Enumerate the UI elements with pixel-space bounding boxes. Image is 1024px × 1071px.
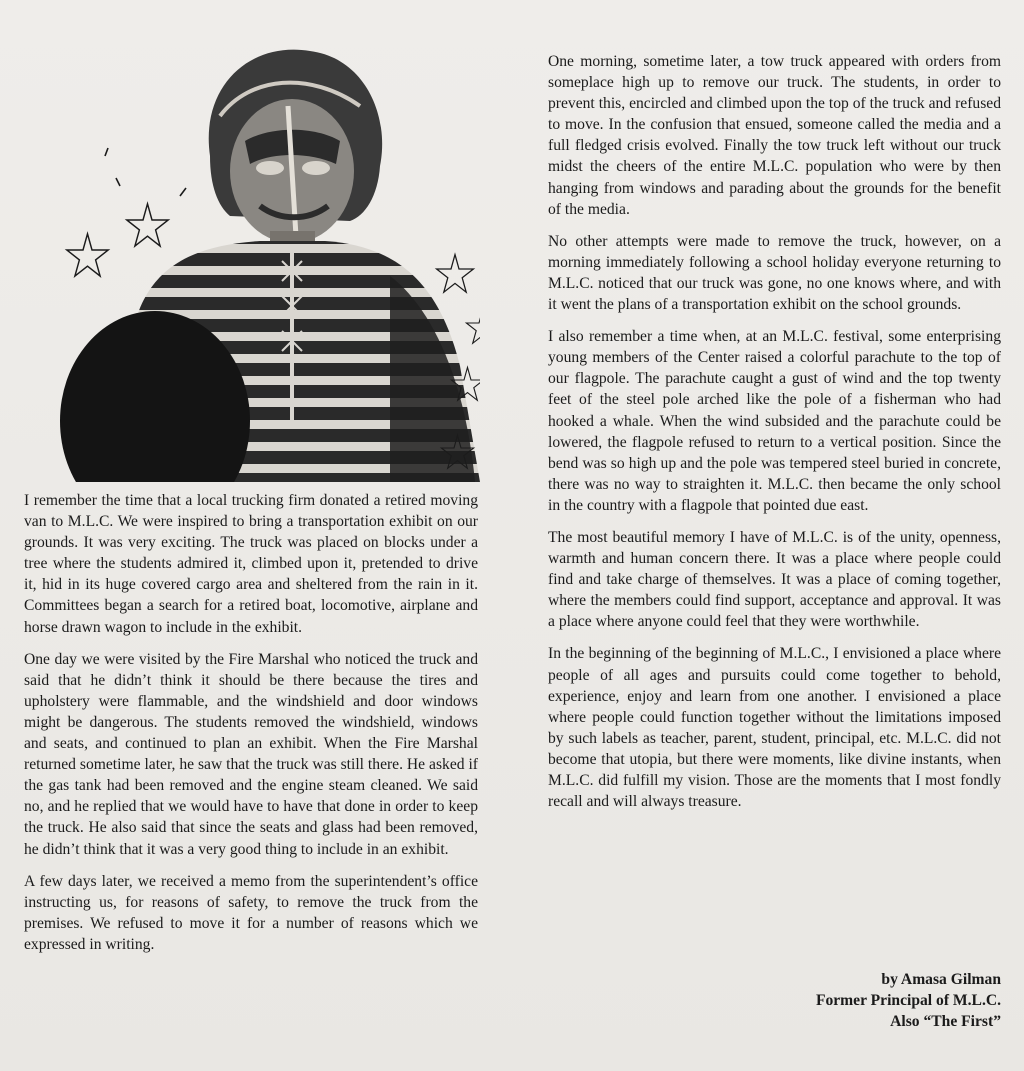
paragraph: In the beginning of the beginning of M.L.C., I envisioned a place where people of all ages and pursuits could come together to behold, experience, enjoy and learn from one another. I envisioned a place where people could function together without the limitations imposed by such labels as teacher, parent, student, principal, etc. M.L.C. did not become that utopia, but there were moments, like divine instants, when M.L.C. did fulfill my vision. Those are the moments that I most fondly recall and will always treasure. xyxy=(548,645,1001,811)
author-signature xyxy=(701,969,1001,1032)
paragraph: I also remember a time when, at an M.L.C. festival, some enterprising young members of the Center raised a colorful parachute to the top of our flagpole. The parachute caught a gust of wind and the top twenty feet of the steel pole arched like the pole of a fisherman who had hooked a whale. When the wind subsided and the parachute could be lowered, the flagpole refused to return to a vertical position. Since the bend was so high up and the pole was tempered steel buried in concrete, there was no way to straighten it. M.L.C. then became the only school in the country with a flagpole that pointed due east. xyxy=(548,328,1001,514)
paragraph: A few days later, we received a memo from the superintendent’s office instructing us, for reasons of safety, to remove the truck from the premises. We refused to move it for a number of reasons which we expressed in writing. xyxy=(24,872,478,953)
right-column-text xyxy=(548,51,1001,823)
paragraph: One day we were visited by the Fire Marshal who noticed the truck and said that he didn’t think it should be there because the tires and upholstery were flammable, and the windshield and door windows might be dangerous. The students removed the windshield, windows and seats, and continued to plan an exhibit. When the Fire Marshal returned sometime later, he saw that the truck was still there. He asked if the gas tank had been removed and the engine steam cleaned. We said no, and he replied that we would have to have that done in order to keep the truck. He also said that since the seats and glass had been removed, he didn’t think that it was a very good thing to include in an exhibit. xyxy=(24,650,478,858)
paragraph: One morning, sometime later, a tow truck appeared with orders from someplace high up to remove our truck. The students, in order to prevent this, encircled and climbed upon the top of the truck and refused to move. In the confusion that ensued, someone called the media and a full fledged crisis evolved. Finally the tow truck left without our truck midst the cheers of the entire M.L.C. population who were by then hanging from windows and parading about the grounds for the benefit of the media. xyxy=(548,53,1001,218)
paragraph: I remember the time that a local trucking firm donated a retired moving van to M.L.C. We were inspired to bring a transportation exhibit on our grounds. It was very exciting. The truck was placed on blocks under a tree where the students admired it, climbed upon it, pretended to drive it, hid in its huge covered cargo area and sheltered from the rain in it. Committees began a search for a retired boat, locomotive, airplane and horse drawn wagon to include in the exhibit. xyxy=(24,492,478,636)
author-name: by Amasa Gilman xyxy=(881,971,1001,988)
paragraph: No other attempts were made to remove the truck, however, on a morning immediately following a school holiday everyone returning to M.L.C. noticed that our truck was gone, no one knows where, and with it went the plans of a transportation exhibit on the school grounds. xyxy=(548,232,1001,314)
author-title: Former Principal of M.L.C. xyxy=(815,992,1001,1009)
paragraph: The most beautiful memory I have of M.L.C. is of the unity, openness, warmth and human concern there. It was a place where people could find and take charge of themselves. It was a place of coming together, where the members could find support, acceptance and approval. It was a place where anyone could feel that they were worthwhile. xyxy=(548,528,1001,631)
author-note: Also “The First” xyxy=(890,1013,1001,1030)
left-column-text xyxy=(24,490,478,966)
costumed-man-photo xyxy=(60,46,480,482)
